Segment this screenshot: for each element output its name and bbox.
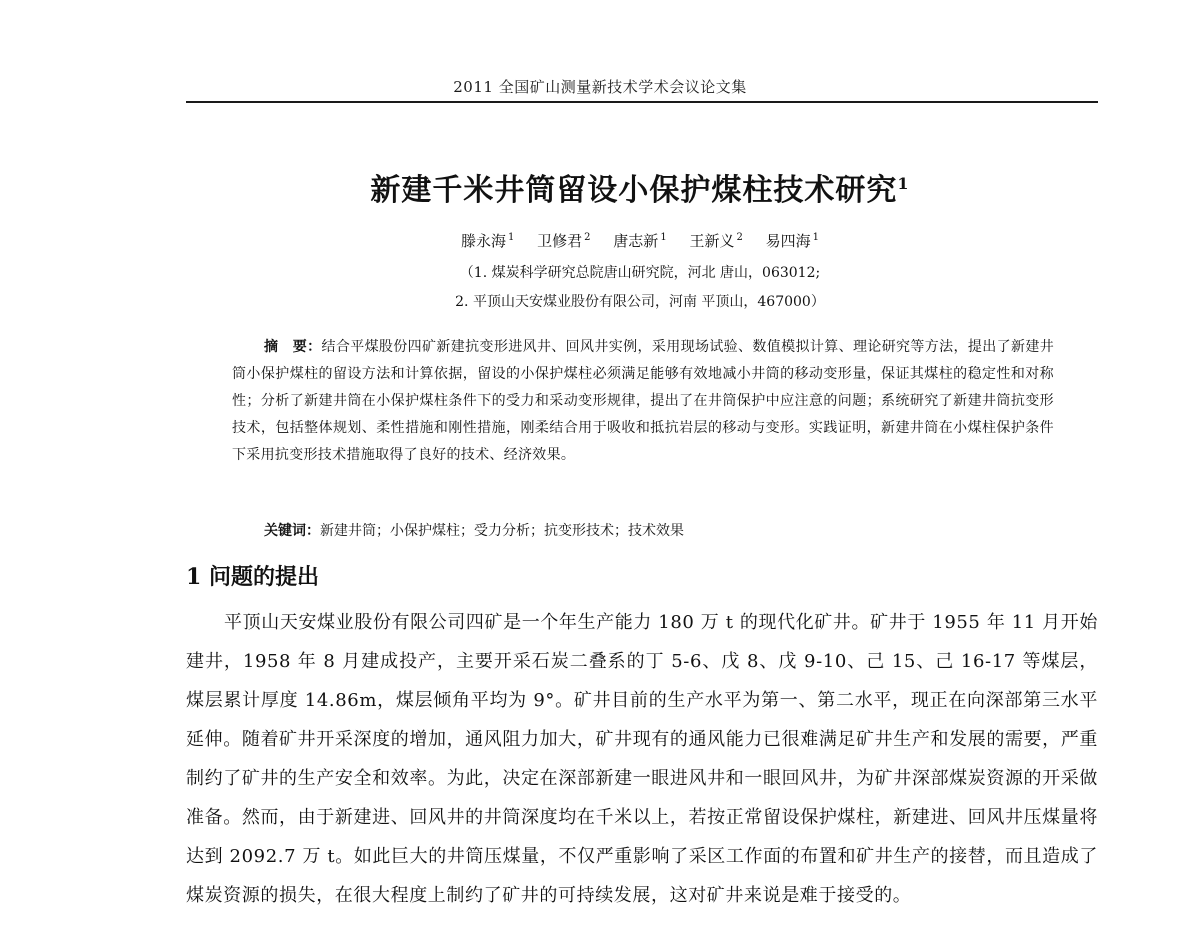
- paper-title-text: 新建千米井筒留设小保护煤柱技术研究: [370, 173, 898, 208]
- author: 唐志新 $^1$: [613, 232, 667, 250]
- abstract-text: 结合平煤股份四矿新建抗变形进风井、回风井实例，采用现场试验、数值模拟计算、理论研究等方法，提出了新建井筒小保护煤柱的留设方法和计算依据，留设的小保护煤柱必须满足能够有效地减小井筒的移动变形量，保证其煤柱的稳定性和对称性；分析了新建井筒在小保护煤柱条件下的受力和采动变形规律，提出了在井筒保护中应注意的问题；系统研究了新建井筒抗变形技术，包括整体规划、柔性措施和刚性措施，刚柔结合用于吸收和抵抗岩层的移动与变形。实践证明，新建井筒在小煤柱保护条件下采用抗变形技术措施取得了良好的技术、经济效果。: [232, 339, 1055, 463]
- author: 滕永海 $^1$: [460, 232, 515, 250]
- author: 王新义 $^2$: [689, 232, 743, 250]
- abstract-label: 摘 要：: [264, 339, 322, 355]
- author: 易四海 $^1$: [765, 232, 820, 250]
- affiliation-2: 2. 平顶山天安煤业股份有限公司，河南 平顶山，467000）: [455, 294, 825, 310]
- paper-title: [0, 165, 1200, 209]
- author-list: [0, 230, 1200, 251]
- keywords-text: 新建井筒；小保护煤柱；受力分析；抗变形技术；技术效果: [320, 523, 684, 539]
- author: 卫修君 $^2$: [537, 232, 591, 250]
- body-paragraph: 平顶山天安煤业股份有限公司四矿是一个年生产能力 180 万 t 的现代化矿井。矿井于 1955 年 11 月开始建井，1958 年 8 月建成投产，主要开采石炭二叠系的丁 5-6、戊 8、戊 9-10、己 15、己 16-17 等煤层，煤层累计厚度 14.86m，煤层倾角平均为 9°。矿井目前的生产水平为第一、第二水平，现正在向深部第三水平延伸。随着矿井开采深度的增加，通风阻力加大，矿井现有的通风能力已很难满足矿井生产和发展的需要，严重制约了矿井的生产安全和效率。为此，决定在深部新建一眼进风井和一眼回风井，为矿井深部煤炭资源的开采做准备。然而，由于新建进、回风井的井筒深度均在千米以上，若按正常留设保护煤柱，新建进、回风井压煤量将达到 2092.7 万 t。如此巨大的井筒压煤量，不仅严重影响了采区工作面的布置和矿井生产的接替，而且造成了煤炭资源的损失，在很大程度上制约了矿井的可持续发展，这对矿井来说是难于接受的。: [186, 612, 1098, 906]
- abstract: [232, 334, 1054, 469]
- section-heading: 1 问题的提出: [186, 564, 319, 590]
- title-footnote-mark: 1: [897, 174, 910, 193]
- keywords: [264, 520, 1054, 540]
- header-rule: [186, 101, 1098, 103]
- keywords-label: 关键词：: [264, 523, 320, 539]
- running-header: 2011 全国矿山测量新技术学术会议论文集: [453, 78, 747, 96]
- affiliation-1: （1. 煤炭科学研究总院唐山研究院，河北 唐山，063012;: [459, 265, 821, 281]
